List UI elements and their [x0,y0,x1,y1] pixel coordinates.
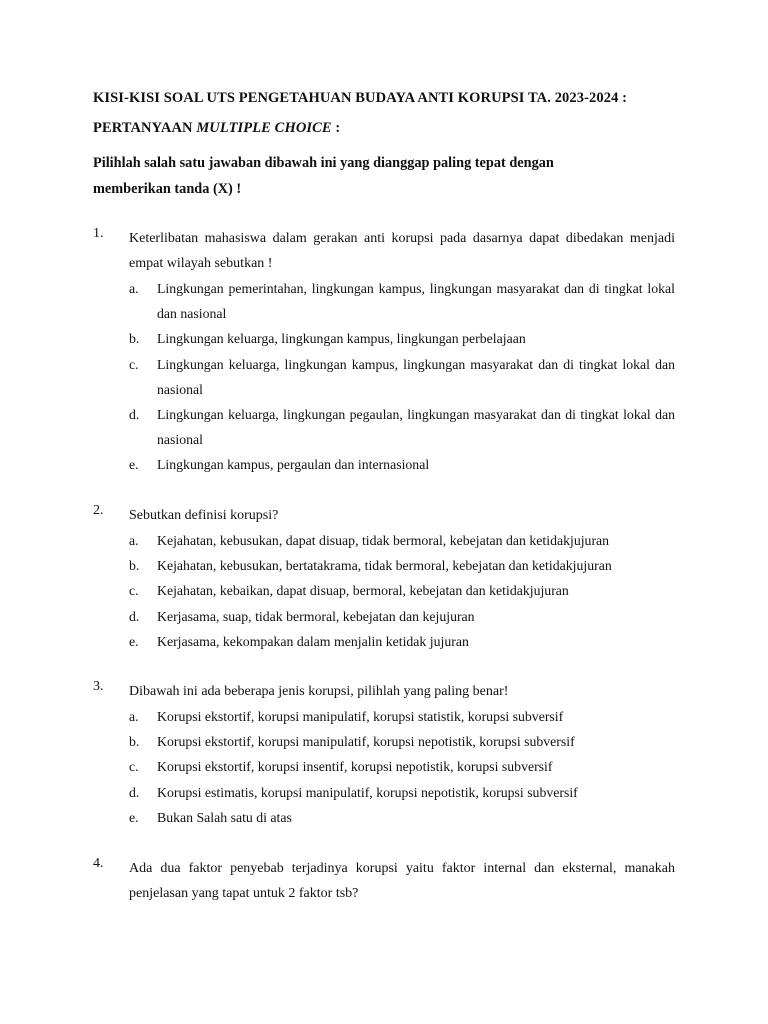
section-title-suffix: : [331,120,341,136]
option-b[interactable] [129,326,675,351]
option-text: Korupsi estimatis, korupsi manipulatif, korupsi nepotistik, korupsi subversif [157,784,578,800]
section-title-prefix: PERTANYAAN [93,120,197,136]
option-text: Lingkungan pemerintahan, lingkungan kampus, lingkungan masyarakat dan di tingkat lokal dan nasional [157,281,675,322]
option-letter: e. [129,809,139,825]
option-letter: e. [129,633,139,649]
option-c[interactable] [129,754,675,779]
option-d[interactable] [129,780,675,805]
section-title [93,120,340,137]
instruction-line-1: Pilihlah salah satu jawaban dibawah ini yang dianggap paling tepat dengan [93,155,554,171]
option-letter: d. [129,407,140,423]
option-c[interactable] [129,352,675,402]
option-a[interactable] [129,704,675,729]
option-letter: b. [129,331,140,347]
option-d[interactable] [129,402,675,452]
question-text: Dibawah ini ada beberapa jenis korupsi, pilihlah yang paling benar! [129,684,509,699]
option-letter: d. [129,608,140,624]
option-text: Lingkungan keluarga, lingkungan kampus, lingkungan perbelajaan [157,331,526,347]
question-text: Keterlibatan mahasiswa dalam gerakan anti korupsi pada dasarnya dapat dibedakan menjadi empat wilayah sebutkan ! [129,231,675,272]
option-e[interactable] [129,629,675,654]
option-letter: c. [129,356,139,372]
option-b[interactable] [129,553,675,578]
option-d[interactable] [129,604,675,629]
question-text: Ada dua faktor penyebab terjadinya korupsi yaitu faktor internal dan eksternal, manakah penjelasan yang tapat untuk 2 faktor tsb? [129,861,675,902]
option-letter: c. [129,583,139,599]
question-number: 3. [93,679,104,694]
option-text: Lingkungan kampus, pergaulan dan internasional [157,457,430,473]
instruction-line-2: memberikan tanda (X) ! [93,181,242,197]
option-list [129,704,675,830]
option-letter: e. [129,457,139,473]
option-text: Lingkungan keluarga, lingkungan kampus, lingkungan masyarakat dan di tingkat lokal dan nasional [157,356,675,397]
option-letter: a. [129,709,139,724]
option-list [129,276,675,478]
option-c[interactable] [129,578,675,603]
option-letter: b. [129,558,140,574]
option-letter: c. [129,759,139,775]
option-text: Korupsi ekstortif, korupsi manipulatif, korupsi statistik, korupsi subversif [157,709,564,724]
option-letter: d. [129,784,140,800]
option-text: Kejahatan, kebusukan, dapat disuap, tidak bermoral, kebejatan dan ketidakjujuran [157,533,610,548]
question-number: 4. [93,856,104,871]
option-letter: b. [129,734,140,750]
option-text: Kejahatan, kebaikan, dapat disuap, bermoral, kebejatan dan ketidakjujuran [157,583,569,599]
option-text: Kerjasama, kekompakan dalam menjalin ketidak jujuran [157,633,469,649]
option-text: Lingkungan keluarga, lingkungan pegaulan, lingkungan masyarakat dan di tingkat lokal dan nasional [157,407,675,448]
document-title: KISI-KISI SOAL UTS PENGETAHUAN BUDAYA ANTI KORUPSI TA. 2023-2024 : [93,90,628,106]
question-text: Sebutkan definisi korupsi? [129,508,279,523]
option-list [129,528,675,654]
option-letter: a. [129,533,139,548]
option-text: Korupsi ekstortif, korupsi manipulatif, korupsi nepotistik, korupsi subversif [157,734,575,750]
option-b[interactable] [129,729,675,754]
question-number: 1. [93,226,104,241]
option-text: Kerjasama, suap, tidak bermoral, kebejatan dan kejujuran [157,608,475,624]
option-e[interactable] [129,805,675,830]
question-number: 2. [93,503,104,518]
option-e[interactable] [129,452,675,477]
option-text: Kejahatan, kebusukan, bertatakrama, tidak bermoral, kebejatan dan ketidakjujuran [157,558,612,574]
option-text: Bukan Salah satu di atas [157,809,292,825]
option-a[interactable] [129,276,675,326]
option-text: Korupsi ekstortif, korupsi insentif, korupsi nepotistik, korupsi subversif [157,759,553,775]
option-letter: a. [129,281,139,296]
option-a[interactable] [129,528,675,553]
section-title-italic: MULTIPLE CHOICE [196,120,332,136]
